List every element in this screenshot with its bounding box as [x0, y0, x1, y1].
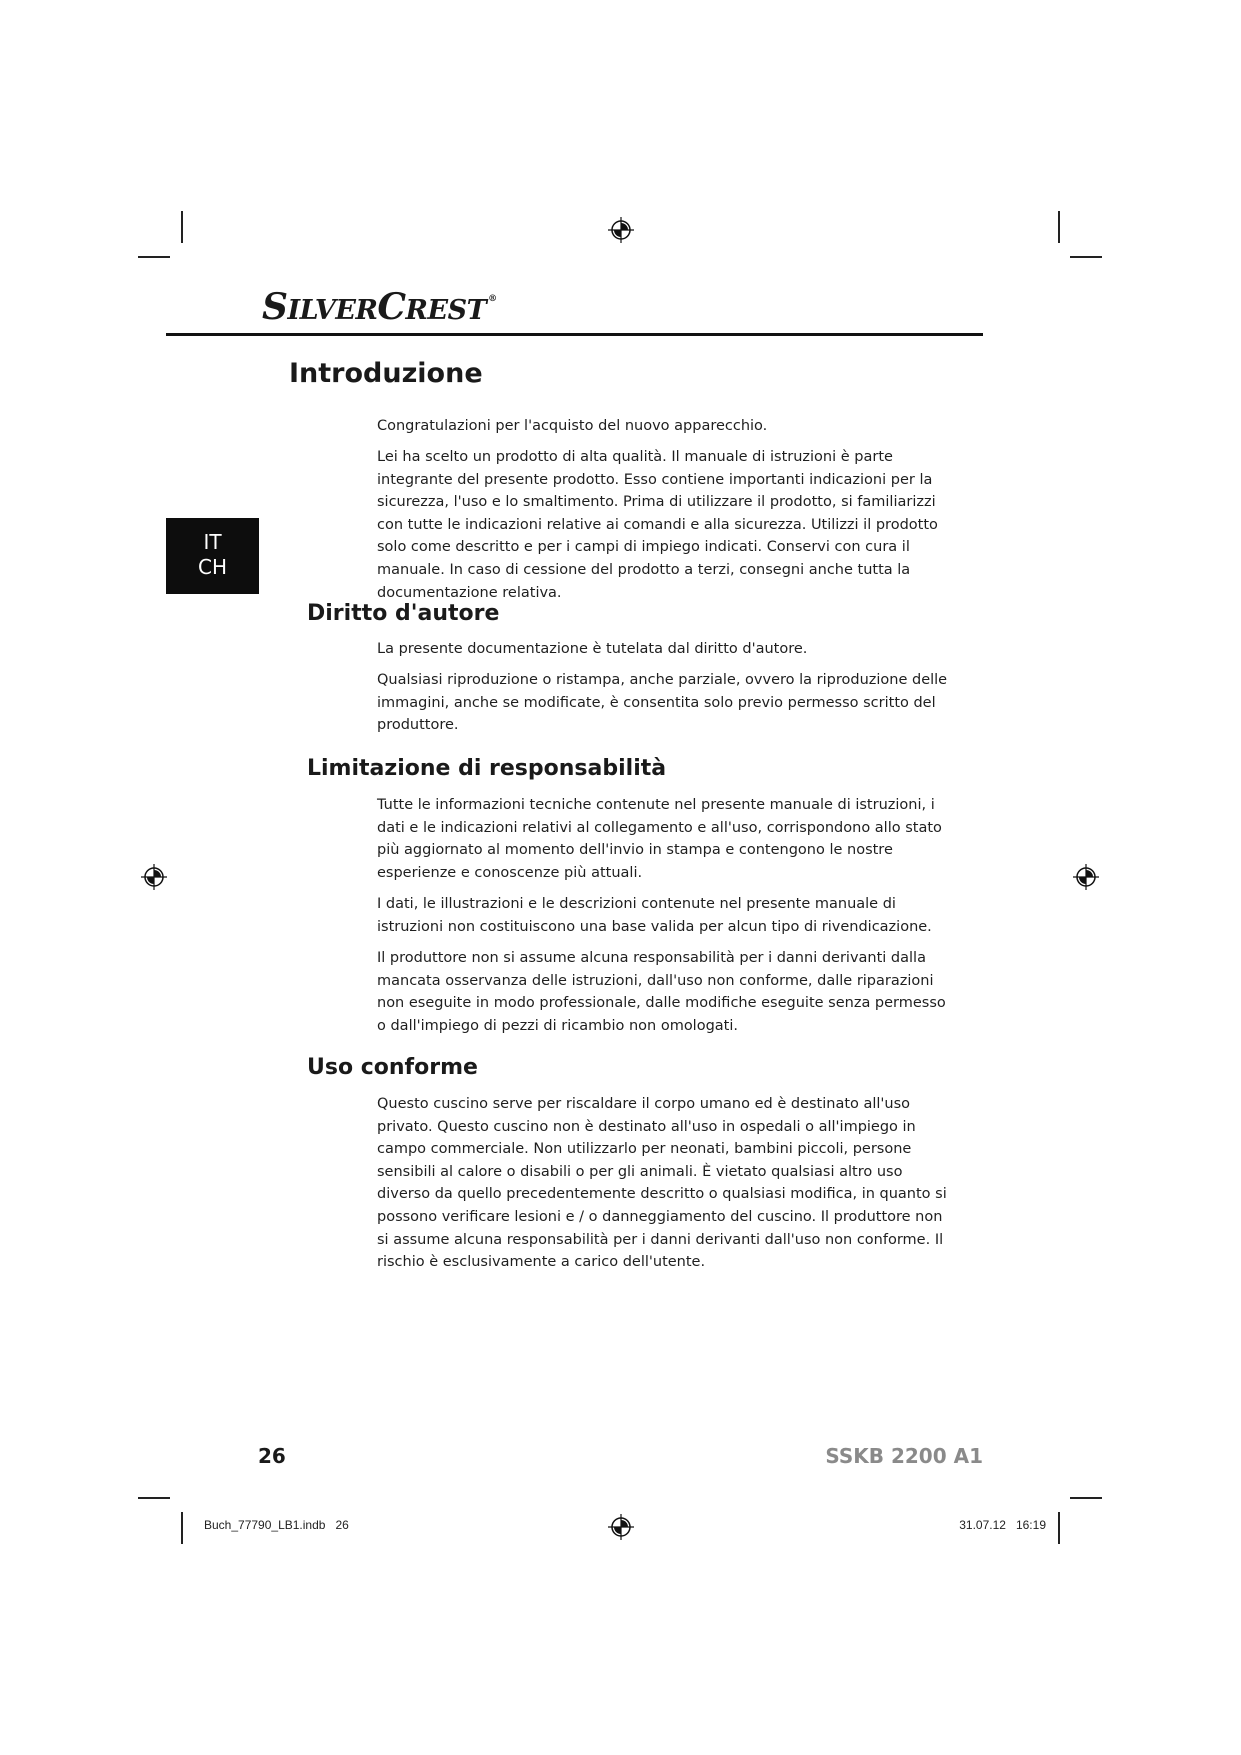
crop-mark-top-left-v [181, 211, 183, 243]
slug-date-info: 31.07.12 16:19 [959, 1518, 1046, 1532]
language-code-ch: CH [197, 555, 227, 579]
crop-mark-bottom-right-v [1058, 1512, 1060, 1544]
brand-part: REST [405, 295, 487, 326]
crop-mark-top-right-v [1058, 211, 1060, 243]
registration-mark-icon [608, 1514, 634, 1540]
registration-mark-icon [141, 864, 167, 890]
language-code-it: IT [203, 530, 222, 554]
copyright-paragraph: La presente documentazione è tutelata dal diritto d'autore. [377, 641, 808, 657]
brand-part: S [262, 286, 288, 328]
intro-paragraph: Congratulazioni per l'acquisto del nuovo apparecchio. [377, 418, 768, 434]
crop-mark-top-left-h [138, 256, 170, 258]
section-heading-copyright: Diritto d'autore [307, 601, 500, 626]
registration-mark-icon [1073, 864, 1099, 890]
crop-mark-top-right-h [1070, 256, 1102, 258]
liability-paragraph: Il produttore non si assume alcuna responsabilità per i danni derivanti dalla mancata osservanza delle istruzioni, dall'uso non conforme, dalle riparazioni non eseguite in modo professionale, dalle modifiche eseguite senza permesso o dall'impiego di pezzi di ricambio non omologati. [377, 950, 946, 1034]
liability-paragraph: Tutte le informazioni tecniche contenute nel presente manuale di istruzioni, i dati e le indicazioni relativi al collegamento e all'uso, corrispondono allo stato più aggiornato al momento dell'invio in stampa e contengono le nostre esperienze e conoscenze più attuali. [377, 797, 942, 881]
registration-mark-icon [608, 217, 634, 243]
brand-part: ILVER [287, 295, 378, 326]
brand-registered-mark: ® [488, 294, 497, 304]
brand-logo [262, 286, 497, 328]
slug-file-info: Buch_77790_LB1.indb 26 [204, 1518, 349, 1532]
liability-paragraph: I dati, le illustrazioni e le descrizioni contenute nel presente manuale di istruzioni non costituiscono una base valida per alcun tipo di rivendicazione. [377, 896, 932, 935]
intended-use-paragraph: Questo cuscino serve per riscaldare il corpo umano ed è destinato all'uso privato. Questo cuscino non è destinato all'uso in ospedali o all'impiego in campo commerciale. Non utilizzarlo per neonati, bambini piccoli, persone sensibili al calore o disabili o per gli animali. È vietato qualsiasi altro uso diverso da quello precedentemente descritto o qualsiasi modifica, in quanto si possono verificare lesioni e / o danneggiamento del cuscino. Il produttore non si assume alcuna responsabilità per i danni derivanti dall'uso non conforme. Il rischio è esclusivamente a carico dell'utente. [377, 1096, 947, 1271]
model-number: SSKB 2200 A1 [825, 1444, 983, 1468]
copyright-paragraph: Qualsiasi riproduzione o ristampa, anche parziale, ovvero la riproduzione delle immagini, anche se modificate, è consentita solo previo permesso scritto del produttore. [377, 672, 948, 734]
section-heading-liability: Limitazione di responsabilità [307, 756, 667, 781]
crop-mark-bottom-left-h [138, 1497, 170, 1499]
header-divider [166, 333, 983, 336]
page-title: Introduzione [289, 358, 483, 389]
intro-paragraph: Lei ha scelto un prodotto di alta qualità. Il manuale di istruzioni è parte integrante del presente prodotto. Esso contiene importanti indicazioni per la sicurezza, l'uso e lo smaltimento. Prima di utilizzare il prodotto, si familiarizzi con tutte le indicazioni relative ai comandi e alla sicurezza. Utilizzi il prodotto solo come descritto e per i campi di impiego indicati. Conservi con cura il manuale. In caso di cessione del prodotto a terzi, consegni anche tutta la documentazione relativa. [377, 449, 938, 601]
crop-mark-bottom-left-v [181, 1512, 183, 1544]
crop-mark-bottom-right-h [1070, 1497, 1102, 1499]
brand-part: C [377, 286, 406, 328]
language-tab [166, 518, 259, 594]
page-number: 26 [258, 1444, 286, 1468]
section-heading-intended-use: Uso conforme [307, 1055, 478, 1080]
